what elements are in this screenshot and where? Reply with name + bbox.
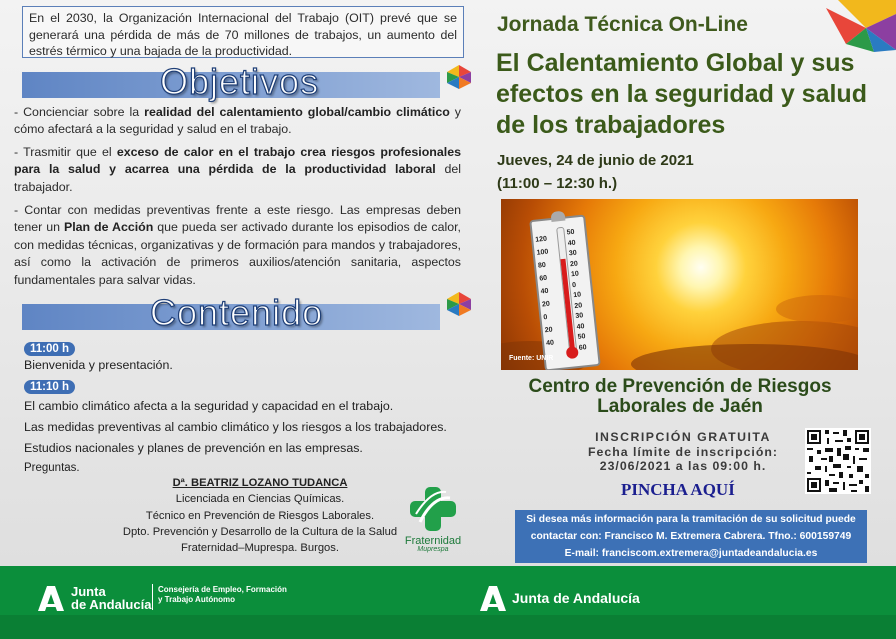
speaker-line: Técnico en Prevención de Riesgos Laborales.	[145, 509, 375, 522]
fecha-limite-label: Fecha límite de inscripción:	[588, 444, 778, 459]
event-time: (11:00 – 12:30 h.)	[497, 175, 618, 192]
fraternidad-logo	[398, 486, 468, 556]
junta-wordmark	[71, 585, 151, 611]
agenda-item: Bienvenida y presentación.	[24, 358, 173, 372]
agenda-item: Preguntas.	[24, 462, 80, 474]
thermometer-bulb	[566, 346, 579, 359]
contenido-title: Contenido	[150, 292, 324, 333]
agenda-item: Estudios nacionales y planes de prevención en las empresas.	[24, 441, 363, 455]
corner-cube-logo-icon	[826, 0, 896, 52]
time-badge: 11:10 h	[24, 380, 75, 394]
fecha-limite-value: 23/06/2021 a las 09:00 h.	[599, 459, 767, 473]
cube-logo-icon	[446, 64, 472, 90]
footer-divider	[152, 584, 153, 610]
objetivo-item-2: - Trasmitir que el exceso de calor en el trabajo crea riesgos profesionales para la salud y acarrea una pérdida de la productividad laboral del trabajador.	[14, 145, 461, 194]
centro-title: Centro de Prevención de Riesgos Laborales de Jaén	[528, 376, 832, 417]
footer-bottom-strip	[0, 615, 896, 639]
objetivo-item-3: - Contar con medidas preventivas frente a este riesgo. Las empresas deben tener un Plan de Acción que pueda ser activado durante los episodios de calor, con medidas técnicas, organizativas y de formación para mandos y trabajadores, así como la activación de primeros auxilios/atención sanitaria, aspectos fundamentales para salvar vidas.	[14, 203, 461, 287]
register-link[interactable]: PINCHA AQUÍ	[621, 480, 735, 499]
inscripcion-gratuita: INSCRIPCIÓN GRATUITA	[595, 430, 771, 444]
heat-photo	[501, 199, 858, 370]
objetivos-title: Objetivos	[160, 61, 320, 102]
agenda-item: El cambio climático afecta a la seguridad y capacidad en el trabajo.	[24, 399, 394, 413]
info-email[interactable]: E-mail: franciscom.extremera@juntadeandalucia.es	[564, 548, 818, 559]
speaker-name: Dª. BEATRIZ LOZANO TUDANCA	[172, 477, 348, 489]
inscripcion-block	[560, 430, 806, 474]
contact-info-box	[515, 510, 867, 563]
speaker-line: Dpto. Prevención y Desarrollo de la Cultura de la Salud	[122, 525, 398, 538]
junta-full-wordmark: Junta de Andalucía	[512, 590, 640, 606]
speaker-block	[70, 475, 450, 556]
objetivo-item-1: - Concienciar sobre la realidad del calentamiento global/cambio climático y cómo afectará a la seguridad y salud en el trabajo.	[14, 105, 461, 137]
junta-arch-icon	[36, 584, 66, 612]
thermo-scale-left: 120 100 80 60 40 20 0 20 40	[534, 235, 555, 348]
event-date: Jueves, 24 de junio de 2021	[497, 152, 694, 169]
thermometer-cap	[550, 211, 565, 222]
qr-code[interactable]	[805, 428, 871, 494]
speaker-line: Licenciada en Ciencias Químicas.	[175, 493, 345, 506]
junta-word: Junta	[71, 584, 106, 599]
fraternidad-cross-icon	[406, 486, 460, 532]
intro-text: En el 2030, la Organización Internacional del Trabajo (OIT) prevé que se generará una pérdida de más de 70 millones de trabajos, un aumento del estrés térmico y una bajada de la productividad.	[22, 6, 464, 58]
time-badge: 11:00 h	[24, 342, 75, 356]
agenda-item: Las medidas preventivas al cambio climático y los riesgos a los trabajadores.	[24, 420, 447, 434]
speaker-line: Fraternidad–Muprespa. Burgos.	[181, 542, 339, 555]
consejeria-label: Consejería de Empleo, Formación y Trabajo Autónomo	[158, 585, 287, 604]
fraternidad-sub: Muprespa	[417, 546, 449, 553]
de-andalucia-word: de Andalucía	[71, 597, 152, 612]
photo-credit: Fuente: UNIR	[509, 355, 554, 362]
fraternidad-name: Fraternidad	[404, 535, 462, 547]
thermo-scale-right: 50 40 30 20 10 0 10 20 30 40 50 60	[566, 228, 587, 352]
event-title: El Calentamiento Global y sus efectos en la seguridad y salud de los trabajadores	[496, 49, 867, 139]
junta-arch-icon	[478, 584, 508, 612]
cube-logo-icon	[446, 291, 472, 317]
info-line: contactar con: Francisco M. Extremera Cabrera. Tfno.: 600159749	[530, 531, 852, 542]
event-kind: Jornada Técnica On-Line	[497, 13, 748, 36]
info-line: Si desea más información para la tramitación de su solicitud puede	[526, 514, 856, 525]
